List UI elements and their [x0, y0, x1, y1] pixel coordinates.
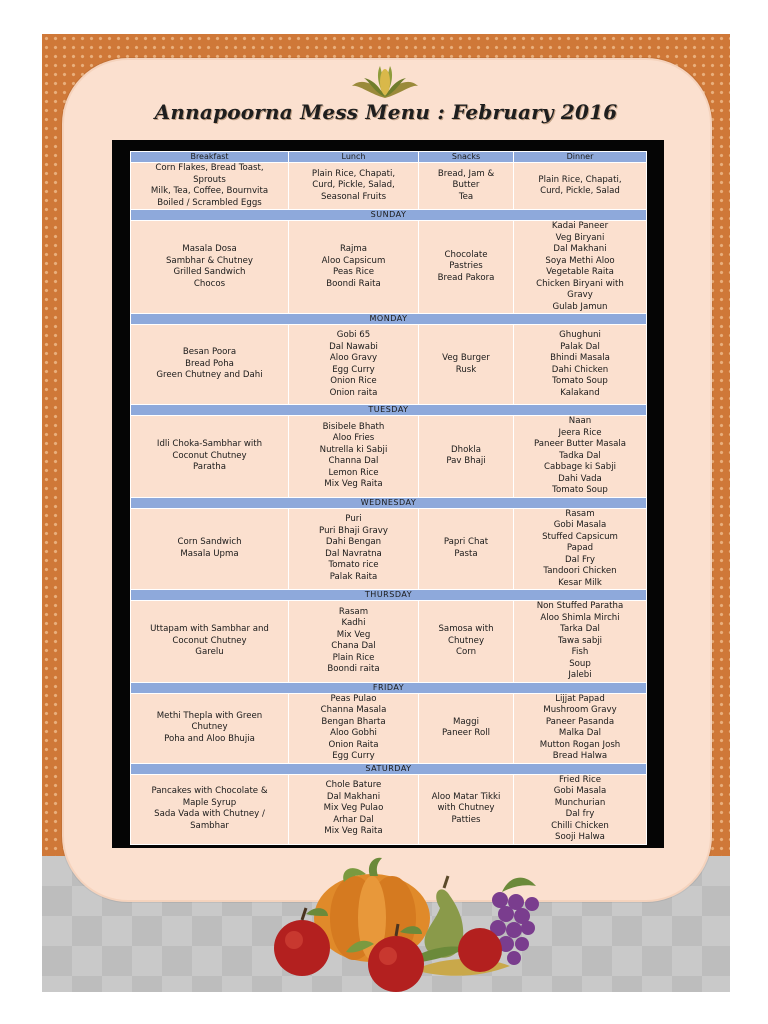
menu-item: Rasam	[565, 508, 595, 519]
menu-item: Dal Makhani	[553, 244, 607, 254]
menu-cell-breakfast	[131, 221, 289, 314]
menu-row	[131, 221, 647, 314]
menu-item: Curd, Pickle, Salad,	[312, 180, 395, 191]
menu-item: Fish	[571, 647, 589, 657]
menu-table	[130, 151, 647, 845]
menu-item: Plain Rice	[332, 652, 375, 663]
menu-item: Gobi 65	[336, 330, 371, 340]
menu-item: Grilled Sandwich	[173, 267, 246, 277]
menu-cell-lunch	[289, 508, 419, 590]
menu-cell-snacks	[419, 508, 514, 590]
menu-row	[131, 508, 647, 590]
menu-item: Rusk	[455, 364, 477, 375]
menu-item: Lemon Rice	[328, 467, 379, 478]
menu-item: Pastries	[449, 261, 483, 272]
menu-item: Bread Pakora	[437, 272, 495, 283]
menu-item: Jeera Rice	[558, 427, 602, 438]
day-label: TUESDAY	[131, 405, 647, 416]
menu-item: Boondi Raita	[326, 278, 381, 289]
menu-item: Veg Biryani	[555, 232, 605, 243]
menu-cell-dinner	[514, 221, 647, 314]
menu-item: Onion Rice	[330, 376, 377, 386]
menu-item: Tomato rice	[328, 560, 379, 571]
day-header-row	[131, 314, 647, 325]
menu-item: Tomato Soup	[552, 485, 608, 495]
menu-item: Onion Raita	[328, 739, 379, 750]
menu-item: Gravy	[567, 290, 593, 300]
menu-item: Palak Dal	[560, 341, 600, 352]
menu-cell-snacks	[419, 774, 514, 844]
menu-cell-snacks	[419, 325, 514, 405]
menu-item: Peas Rice	[332, 267, 374, 277]
menu-item: Stuffed Capsicum	[542, 531, 618, 542]
menu-item: Tandoori Chicken	[543, 566, 617, 576]
menu-item: Gobi Masala	[553, 520, 607, 530]
menu-item: Dal Navratna	[325, 548, 382, 559]
menu-item: Bhindi Masala	[550, 353, 610, 363]
menu-item: with Chutney	[437, 803, 495, 814]
menu-item: Sooji Halwa	[555, 832, 605, 842]
menu-item: Patties	[451, 814, 481, 825]
menu-cell-snacks	[419, 221, 514, 314]
menu-cell-dinner	[514, 693, 647, 763]
day-header-row	[131, 682, 647, 693]
menu-item: Pancakes with Chocolate &	[151, 786, 268, 796]
menu-item: Sambhar & Chutney	[165, 255, 254, 266]
day-header-row	[131, 590, 647, 601]
menu-cell-breakfast	[131, 508, 289, 590]
menu-item: Plain Rice, Chapati,	[311, 168, 396, 179]
menu-item: Methi Thepla with Green	[156, 710, 263, 721]
menu-item: Mix Veg Raita	[324, 479, 383, 490]
menu-item: Dal Fry	[565, 554, 595, 565]
menu-item: Gulab Jamun	[552, 301, 608, 312]
menu-item: Bread Halwa	[552, 751, 608, 761]
menu-item: Masala Upma	[180, 548, 239, 559]
menu-item: Maggi	[453, 716, 479, 727]
menu-item: Munchurian	[554, 797, 606, 808]
menu-item: Nutrella ki Sabji	[319, 444, 388, 455]
menu-item: Chocolate	[444, 249, 488, 260]
menu-item: Soup	[569, 658, 591, 669]
menu-cell-dinner	[514, 416, 647, 498]
menu-item: Onion raita	[329, 387, 378, 398]
menu-cell-lunch	[289, 221, 419, 314]
menu-item: Corn	[455, 647, 477, 657]
menu-item: Mix Veg	[336, 629, 371, 640]
menu-cell-breakfast	[131, 601, 289, 683]
menu-item: Rajma	[339, 244, 368, 254]
menu-cell-lunch	[289, 693, 419, 763]
menu-item: Chutney	[447, 635, 485, 646]
menu-item: Uttapam with Sambhar and	[150, 624, 269, 634]
menu-item: Gobi Masala	[553, 786, 607, 796]
menu-item: Dal Nawabi	[329, 341, 378, 352]
menu-item: Tea	[458, 191, 474, 202]
menu-item: Kesar Milk	[558, 577, 602, 588]
menu-item: Peas Pulao	[330, 693, 377, 704]
menu-item: Chana Dal	[331, 641, 376, 652]
menu-item: Tawa sabji	[557, 635, 603, 646]
menu-item: Tadka Dal	[559, 450, 601, 461]
menu-item: Non Stuffed Paratha	[536, 601, 624, 611]
day-header-row	[131, 210, 647, 221]
menu-item: Veg Burger	[442, 353, 490, 363]
menu-item: Sambhar	[190, 820, 229, 831]
menu-item: Kadhi	[341, 618, 366, 629]
day-label: WEDNESDAY	[131, 497, 647, 508]
menu-item: Green Chutney and Dahi	[156, 370, 263, 381]
day-label: SATURDAY	[131, 763, 647, 774]
menu-item: Kadai Paneer	[551, 221, 609, 231]
menu-item: Kalakand	[560, 387, 600, 398]
menu-item: Coconut Chutney	[172, 450, 247, 461]
menu-item: Papad	[566, 543, 594, 553]
menu-item: Dhokla	[451, 444, 481, 455]
menu-item: Cabbage ki Sabji	[544, 462, 616, 472]
menu-item: Boiled / Scrambled Eggs	[157, 197, 262, 208]
menu-item: Channa Dal	[328, 456, 379, 467]
corn-ornament-icon	[350, 64, 420, 102]
menu-item: Dal Makhani	[326, 791, 381, 802]
menu-cell-dinner	[514, 508, 647, 590]
menu-row	[131, 774, 647, 844]
menu-item: Vegetable Raita	[546, 267, 614, 277]
menu-item: Mutton Rogan Josh	[539, 739, 621, 750]
menu-item: Aloo Shimla Mirchi	[540, 612, 620, 623]
menu-cell-breakfast	[131, 416, 289, 498]
menu-item: Coconut Chutney	[172, 635, 247, 646]
menu-item: Papri Chat	[443, 537, 489, 548]
menu-item: Chutney	[191, 722, 228, 733]
menu-item: Mushroom Gravy	[543, 705, 617, 715]
day-label: SUNDAY	[131, 210, 647, 221]
menu-item: Corn Sandwich	[177, 537, 242, 548]
menu-item: Paneer Roll	[442, 728, 490, 738]
menu-item: Idli Choka-Sambhar with	[156, 439, 263, 449]
menu-item: Bread Poha	[185, 358, 234, 369]
menu-item: Tarka Dal	[560, 624, 600, 634]
menu-item: Butter	[452, 180, 480, 191]
column-header-dinner: Dinner	[514, 152, 647, 163]
menu-item: Malka Dal	[558, 728, 602, 738]
menu-item: Palak Raita	[329, 571, 378, 582]
menu-row	[131, 325, 647, 405]
menu-item: Bisibele Bhath	[322, 421, 385, 432]
menu-item: Aloo Matar Tikki	[431, 791, 501, 802]
menu-item: Pav Bhaji	[446, 456, 486, 467]
menu-item: Naan	[568, 416, 592, 426]
menu-cell-dinner	[514, 774, 647, 844]
menu-item: Sprouts	[193, 174, 226, 185]
page-title: Annapoorna Mess Menu : February 2016	[154, 100, 618, 124]
menu-cell-dinner	[514, 163, 647, 210]
menu-item: Jalebi	[568, 670, 592, 680]
menu-cell-snacks	[419, 601, 514, 683]
menu-item: Samosa with	[438, 624, 494, 634]
day-header-row	[131, 497, 647, 508]
menu-row	[131, 693, 647, 763]
menu-item: Poha and Aloo Bhujia	[164, 733, 255, 744]
day-header-row	[131, 763, 647, 774]
menu-item: Chocos	[193, 278, 226, 289]
menu-item: Aloo Fries	[332, 433, 375, 444]
menu-cell-lunch	[289, 163, 419, 210]
menu-cell-lunch	[289, 325, 419, 405]
menu-item: Tomato Soup	[552, 376, 608, 386]
menu-item: Seasonal Fruits	[320, 191, 387, 202]
menu-item: Chilli Chicken	[551, 820, 609, 831]
menu-item: Mix Veg Raita	[324, 826, 383, 837]
menu-item: Aloo Gravy	[329, 353, 378, 363]
menu-item: Dahi Chicken	[551, 364, 609, 375]
menu-item: Paratha	[193, 462, 226, 472]
menu-item: Bread, Jam &	[437, 168, 495, 179]
menu-item: Besan Poora	[182, 347, 237, 358]
menu-row	[131, 416, 647, 498]
menu-item: Soya Methi Aloo	[545, 255, 615, 266]
column-header-lunch: Lunch	[289, 152, 419, 163]
menu-row	[131, 163, 647, 210]
menu-cell-lunch	[289, 416, 419, 498]
menu-cell-breakfast	[131, 163, 289, 210]
menu-item: Fried Rice	[558, 774, 602, 785]
menu-item: Lijjat Papad	[555, 693, 605, 704]
menu-item: Dahi Bengan	[325, 537, 382, 548]
menu-header-row	[131, 152, 647, 163]
menu-cell-snacks	[419, 163, 514, 210]
menu-item: Milk, Tea, Coffee, Bournvita	[150, 186, 269, 196]
menu-cell-lunch	[289, 774, 419, 844]
menu-item: Ghughuni	[559, 330, 601, 340]
column-header-snacks: Snacks	[419, 152, 514, 163]
menu-item: Chicken Biryani with	[536, 278, 624, 289]
menu-cell-breakfast	[131, 774, 289, 844]
menu-item: Egg Curry	[332, 751, 375, 761]
menu-item: Chole Bature	[325, 780, 382, 791]
menu-item: Boondi raita	[327, 664, 380, 675]
menu-item: Puri Bhaji Gravy	[319, 525, 388, 536]
menu-poster	[42, 34, 730, 992]
menu-item: Egg Curry	[332, 364, 375, 375]
day-label: FRIDAY	[131, 682, 647, 693]
menu-item: Paneer Pasanda	[545, 716, 615, 727]
menu-frame	[112, 140, 664, 848]
menu-cell-snacks	[419, 693, 514, 763]
menu-row	[131, 601, 647, 683]
menu-item: Mix Veg Pulao	[323, 803, 384, 814]
menu-item: Garelu	[195, 647, 224, 657]
menu-cell-breakfast	[131, 693, 289, 763]
day-label: THURSDAY	[131, 590, 647, 601]
menu-item: Masala Dosa	[182, 244, 237, 254]
harvest-fruit-illustration	[254, 852, 544, 992]
menu-item: Curd, Pickle, Salad	[540, 186, 620, 196]
menu-item: Maple Syrup	[182, 797, 237, 808]
menu-cell-lunch	[289, 601, 419, 683]
menu-item: Dal fry	[565, 809, 595, 819]
menu-cell-snacks	[419, 416, 514, 498]
menu-cell-breakfast	[131, 325, 289, 405]
menu-body	[131, 163, 647, 845]
menu-item: Aloo Gobhi	[330, 728, 377, 738]
column-header-breakfast: Breakfast	[131, 152, 289, 163]
menu-item: Aloo Capsicum	[321, 255, 386, 266]
menu-item: Pasta	[454, 548, 478, 559]
menu-cell-dinner	[514, 325, 647, 405]
menu-item: Paneer Butter Masala	[533, 439, 627, 449]
menu-cell-dinner	[514, 601, 647, 683]
menu-item: Plain Rice, Chapati,	[538, 174, 622, 185]
menu-item: Rasam	[338, 606, 369, 617]
menu-item: Sada Vada with Chutney /	[154, 809, 265, 819]
menu-item: Dahi Vada	[558, 473, 602, 484]
menu-item: Corn Flakes, Bread Toast,	[155, 163, 264, 173]
menu-item: Puri	[345, 514, 362, 525]
day-label: MONDAY	[131, 314, 647, 325]
menu-item: Arhar Dal	[333, 814, 374, 825]
menu-item: Channa Masala	[320, 705, 387, 715]
day-header-row	[131, 405, 647, 416]
menu-item: Bengan Bharta	[321, 716, 386, 727]
